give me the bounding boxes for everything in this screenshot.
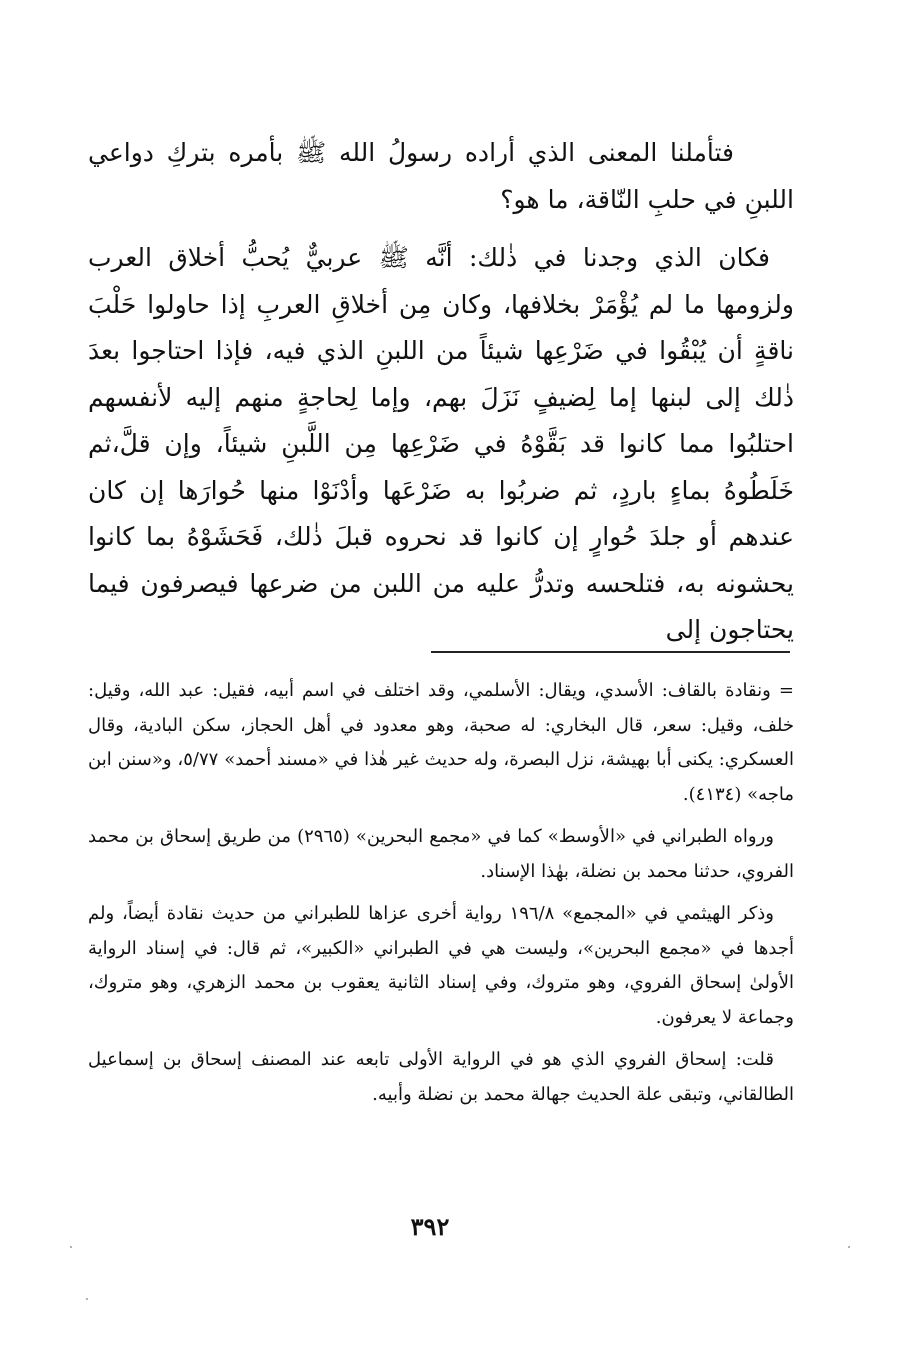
- footnote-4: قلت: إسحاق الفروي الذي هو في الرواية الأولى تابعه عند المصنف إسحاق بن إسماعيل الطالقاني، وتبقى علة الحديث جهالة محمد بن نضلة وأبيه.: [88, 1049, 794, 1105]
- footnotes-block: [88, 674, 794, 1120]
- footnote-separator: [431, 651, 790, 653]
- main-paragraph-2: فكان الذي وجدنا في ذٰلك: أنَّه ﷺ عربيٌّ يُحبُّ أخلاق العرب ولزومها ما لم يُؤْمَرْ بخلافها، وكان مِن أخلاقِ العربِ إذا حاولوا حَلْبَ ناقةٍ أن يُبْقُوا في ضَرْعِها شيئاً من اللبنِ الذي فيه، فإذا احتاجوا بعدَ ذٰلك إلى لبنها إما لِضيفٍ نَزَلَ بهم، وإما لِحاجةٍ منهم إليه لأنفسهم احتلبُوا مما كانوا قد بَقَّوْهُ في ضَرْعِها مِن اللَّبنِ شيئاً، وإن قلَّ،ثم خَلَطُوهُ بماءٍ باردٍ، ثم ضربُوا به ضَرْعَها وأدْنَوْا منها حُوارَها إن كان عندهم أو جلدَ حُوارٍ إن كانوا قد نحروه قبلَ ذٰلك، فَحَشَوْهُ بما كانوا يحشونه به، فتلحسه وتدرُّ عليه من اللبن من ضرعها فيصرفون فيما يحتاجون إلى: [88, 243, 794, 644]
- scan-speck: [70, 1246, 72, 1248]
- scan-speck: [848, 1246, 850, 1248]
- page-number: ٣٩٢: [410, 1212, 450, 1241]
- main-paragraph-1: فتأملنا المعنى الذي أراده رسولُ الله ﷺ بأمره بتركِ دواعي اللبنِ في حلبِ النّاقة، ما هو؟: [88, 138, 794, 214]
- footnote-2: ورواه الطبراني في «الأوسط» كما في «مجمع البحرين» (٢٩٦٥) من طريق إسحاق بن محمد الفروي، حدثنا محمد بن نضلة، بهٰذا الإسناد.: [88, 826, 794, 882]
- footnote-1: = ونقادة بالقاف: الأسدي، ويقال: الأسلمي، وقد اختلف في اسم أبيه، فقيل: عبد الله، وقيل: خلف، وقيل: سعر، قال البخاري: له صحبة، وهو معدود في أهل الحجاز، سكن البادية، وقال العسكري: يكنى أبا بهيشة، نزل البصرة، وله حديث غير هٰذا في «مسند أحمد» ٥/٧٧، و«سنن ابن ماجه» (٤١٣٤).: [88, 680, 794, 805]
- footnote-3: وذكر الهيثمي في «المجمع» ١٩٦/٨ رواية أخرى عزاها للطبراني من حديث نقادة أيضاً، ولم أجدها في «مجمع البحرين»، وليست هي في الطبراني «الكبير»، ثم قال: في إسناد الرواية الأولىٰ إسحاق الفروي، وهو متروك، وفي إسناد الثانية يعقوب بن محمد الزهري، وهو متروك، وجماعة لا يعرفون.: [88, 903, 794, 1028]
- scan-speck: [86, 1298, 88, 1300]
- main-text-block: [88, 130, 794, 654]
